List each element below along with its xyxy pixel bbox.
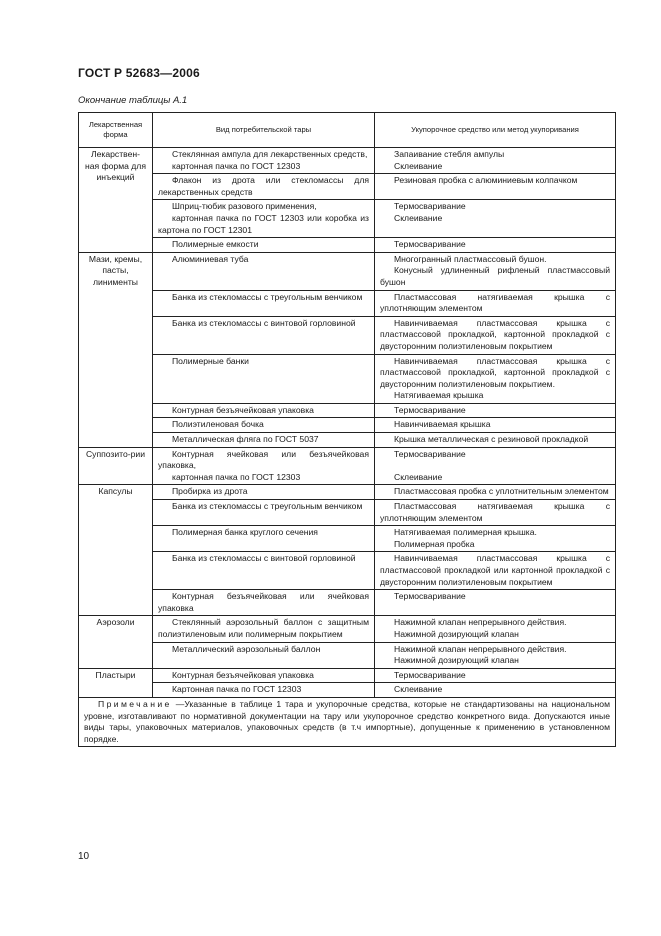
cell-closure-method (375, 238, 616, 253)
table-row (79, 200, 616, 238)
document-header: ГОСТ Р 52683—2006 (78, 66, 200, 80)
container-line: Флакон из дрота или стекломассы для лекарственных средств (158, 175, 369, 197)
table-caption: Окончание таблицы А.1 (78, 95, 188, 106)
cell-closure-method (375, 433, 616, 448)
table-row (79, 552, 616, 590)
cell-container-type (153, 590, 375, 616)
closure-line: Термосваривание (394, 239, 466, 250)
container-line: Полиэтиленовая бочка (172, 419, 264, 430)
cell-container-type (153, 500, 375, 526)
closure-line: Навинчиваемая пластмассовая крышка с пластмассовой прокладкой, картонной прокладкой с двусторонним полиэтиленовым покрытием. (380, 355, 610, 389)
cell-container-type (153, 616, 375, 642)
container-line: Стеклянная ампула для лекарственных средств, (172, 149, 368, 159)
cell-closure-method (375, 485, 616, 500)
table-row (79, 290, 616, 316)
cell-closure-method (375, 200, 616, 238)
cell-closure-method (375, 552, 616, 590)
container-line: картонная пачка по ГОСТ 12303 (172, 471, 301, 482)
container-line: Полимерная банка круглого сечения (172, 527, 318, 538)
table-row (79, 485, 616, 500)
closure-line: Термосваривание (394, 591, 466, 602)
cell-closure-method (375, 252, 616, 290)
closure-line: Термосваривание (394, 669, 466, 680)
table-row (79, 642, 616, 668)
table-body (79, 148, 616, 698)
closure-line: Навинчиваемая пластмассовая крышка с пластмассовой прокладкой, картонной прокладкой с двусторонним полиэтиленовым покрытием (380, 317, 610, 351)
cell-closure-method (375, 447, 616, 485)
closure-line: Многогранный пластмассовый бушон. (394, 253, 547, 264)
table-row (79, 683, 616, 698)
container-line: Контурная безъячейковая упаковка (172, 404, 314, 415)
cell-container-type (153, 200, 375, 238)
note-label: Примечание (98, 698, 172, 709)
table-row (79, 500, 616, 526)
closure-line: Запаивание стебля ампулы (394, 149, 505, 159)
cell-dosage-form: Капсулы (79, 485, 153, 616)
table-row (79, 354, 616, 403)
table-row (79, 252, 616, 290)
cell-dosage-form: Лекарствен-ная форма для инъекций (79, 148, 153, 253)
closure-line: Нажимной дозирующий клапан (394, 628, 519, 639)
closure-line: Пластмассовая пробка с уплотнительным элементом (394, 486, 609, 497)
header-closure: Укупорочное средство или метод укупоривания (375, 113, 616, 148)
container-line: Банка из стекломассы с треугольным венчиком (172, 291, 363, 302)
closure-line: Натягиваемая полимерная крышка. (394, 527, 537, 538)
table-row (79, 418, 616, 433)
cell-container-type (153, 668, 375, 683)
cell-container-type (153, 403, 375, 418)
table-row (79, 616, 616, 642)
cell-closure-method (375, 403, 616, 418)
closure-line: Навинчиваемая пластмассовая крышка с пластмассовой прокладкой или картонной прокладкой с двусторонним полиэтиленовым покрытием (380, 553, 610, 587)
container-line: Алюминиевая туба (172, 253, 249, 264)
closure-line (380, 460, 610, 472)
header-form: Лекарственная форма (79, 113, 153, 148)
container-line: Полимерные банки (172, 355, 249, 366)
closure-line: Полимерная пробка (394, 538, 475, 549)
cell-container-type (153, 290, 375, 316)
cell-container-type (153, 683, 375, 698)
closure-line: Термосваривание (394, 201, 466, 212)
table-row (79, 148, 616, 174)
container-line: Металлическая фляга по ГОСТ 5037 (172, 434, 319, 445)
table-row (79, 447, 616, 485)
cell-container-type (153, 148, 375, 174)
cell-container-type (153, 316, 375, 354)
closure-line: Нажимной клапан непрерывного действия. (394, 617, 567, 628)
closure-line: Склеивание (394, 212, 443, 223)
table-row (79, 316, 616, 354)
table-header-row (79, 113, 616, 148)
closure-line: Пластмассовая натягиваемая крышка с уплотняющим элементом (380, 291, 610, 314)
cell-dosage-form: Суппозито-рии (79, 447, 153, 485)
cell-container-type (153, 485, 375, 500)
cell-closure-method (375, 642, 616, 668)
cell-closure-method (375, 616, 616, 642)
cell-closure-method (375, 526, 616, 552)
container-line: Картонная пачка по ГОСТ 12303 (172, 684, 302, 695)
container-line: Контурная безъячейковая или ячейковая упаковка (158, 591, 369, 613)
note-text: —Указанные в таблице 1 тара и укупорочные средства, которые не стандартизованы на национальном уровне, изготавливают по нормативной документации на тару или укупорочное средство конкретного вида. Допускаются иные виды тары, упаковочных материалов, упаковочных средств (в т.ч импортные), допущенные к применению в установленном порядке. (84, 698, 610, 744)
container-line: Контурная ячейковая или безъячейковая упаковка, (158, 448, 369, 471)
page-number: 10 (78, 851, 90, 862)
closure-line: Резиновая пробка с алюминиевым колпачком (394, 175, 578, 186)
closure-line: Навинчиваемая крышка (394, 419, 491, 430)
cell-container-type (153, 552, 375, 590)
table-row (79, 433, 616, 448)
container-line: Стеклянный аэрозольный баллон с защитным полиэтиленовым или полимерным покрытием (158, 617, 369, 639)
header-container: Вид потребительской тары (153, 113, 375, 148)
table-row (79, 590, 616, 616)
cell-closure-method (375, 148, 616, 174)
cell-container-type (153, 642, 375, 668)
closure-line: Нажимной дозирующий клапан (394, 655, 519, 666)
container-line: Банка из стекломассы с винтовой горловиной (172, 317, 356, 328)
cell-dosage-form: Мази, кремы, пасты, линименты (79, 252, 153, 447)
cell-closure-method (375, 290, 616, 316)
container-line: Металлический аэрозольный баллон (172, 643, 321, 654)
cell-closure-method (375, 500, 616, 526)
closure-line: Термосваривание (394, 404, 466, 415)
closure-line: Крышка металлическая с резиновой прокладкой (394, 434, 589, 445)
table-row (79, 403, 616, 418)
note-row (79, 697, 616, 746)
cell-container-type (153, 252, 375, 290)
cell-closure-method (375, 590, 616, 616)
closure-line: Пластмассовая натягиваемая крышка с уплотняющим элементом (380, 501, 610, 523)
cell-closure-method (375, 683, 616, 698)
cell-closure-method (375, 174, 616, 200)
table-row (79, 174, 616, 200)
container-line: Банка из стекломассы с винтовой горловиной (172, 553, 356, 564)
cell-container-type (153, 418, 375, 433)
cell-closure-method (375, 668, 616, 683)
table-row (79, 526, 616, 552)
cell-container-type (153, 174, 375, 200)
closure-line: Термосваривание (394, 448, 466, 459)
container-line: Пробирка из дрота (172, 486, 248, 497)
closure-line: Натягиваемая крышка (394, 390, 484, 401)
cell-closure-method (375, 354, 616, 403)
table-row (79, 668, 616, 683)
cell-container-type (153, 447, 375, 485)
closure-line: Конусный удлиненный рифленый пластмассовый бушон (380, 265, 610, 287)
container-line: Банка из стекломассы с треугольным венчиком (172, 501, 363, 512)
cell-closure-method (375, 316, 616, 354)
container-line: картонная пачка по ГОСТ 12303 или коробка из картона по ГОСТ 12301 (158, 212, 369, 235)
container-line: Контурная безъячейковая упаковка (172, 669, 314, 680)
cell-closure-method (375, 418, 616, 433)
closure-line: Склеивание (394, 160, 443, 171)
cell-container-type (153, 433, 375, 448)
table-row (79, 238, 616, 253)
cell-container-type (153, 526, 375, 552)
cell-dosage-form: Пластыри (79, 668, 153, 697)
closure-line: Склеивание (394, 684, 443, 695)
packaging-table (78, 112, 616, 747)
cell-container-type (153, 354, 375, 403)
closure-line: Склеивание (394, 471, 443, 482)
closure-line: Нажимной клапан непрерывного действия. (394, 643, 567, 654)
cell-dosage-form: Аэрозоли (79, 616, 153, 668)
container-line: картонная пачка по ГОСТ 12303 (172, 160, 301, 171)
container-line: Шприц-тюбик разового применения, (172, 201, 317, 212)
table-note (79, 697, 616, 746)
container-line: Полимерные емкости (172, 239, 259, 250)
cell-container-type (153, 238, 375, 253)
